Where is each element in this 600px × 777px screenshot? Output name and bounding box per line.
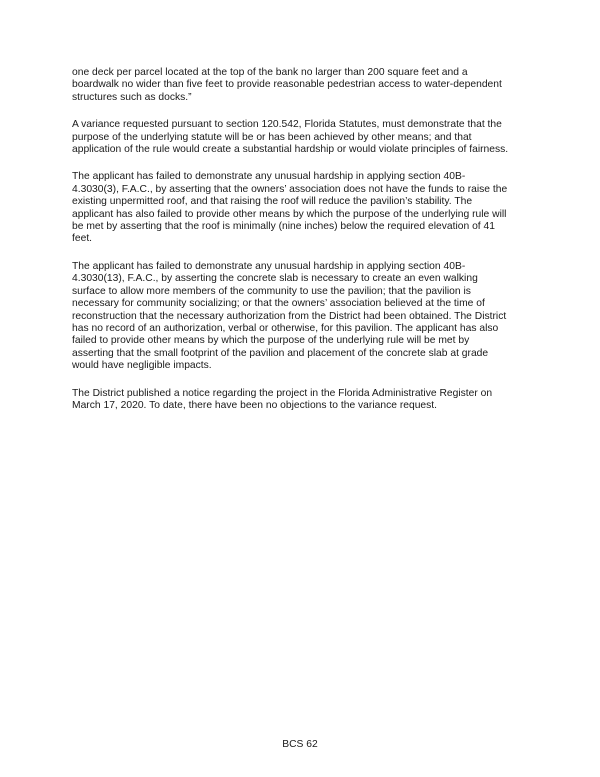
paragraph-roof-hardship: The applicant has failed to demonstrate any unusual hardship in applying section 40B- 4.3030(3), F.A.C., by asserting that the owners’ association does not have the funds to raise the existing unpermitted roof, and that raising the roof will reduce the pavilion’s stability. The applicant has also failed to provide other means by which the purpose of the underlying rule will be met by asserting that the roof is minimally (nine inches) below the required elevation of 41 feet. — [72, 171, 508, 245]
paragraph-deck-boardwalk: one deck per parcel located at the top of the bank no larger than 200 square feet and a boardwalk no wider than five feet to provide reasonable pedestrian access to water-dependent structures such as docks.” — [72, 67, 502, 103]
document-body — [72, 67, 534, 427]
paragraph-variance-standard: A variance requested pursuant to section 120.542, Florida Statutes, must demonstrate that the purpose of the underlying statute will be or has been achieved by other means; and that application of the rule would create a substantial hardship or would violate principles of fairness. — [72, 119, 509, 156]
paragraph-slab-hardship: The applicant has failed to demonstrate any unusual hardship in applying section 40B- 4.3030(13), F.A.C., by asserting the concrete slab is necessary to create an even walking surface to allow more members of the community to use the pavilion; that the pavilion is necessary for community socializing; or that the owners’ association believed at the time of reconstruction that the necessary authorization from the District had been obtained. The District has no record of an authorization, verbal or otherwise, for this pavilion. The applicant has also failed to provide other means by which the purpose of the underlying rule will be met by asserting that the small footprint of the pavilion and placement of the concrete slab at grade would have negligible impacts. — [72, 260, 507, 372]
paragraph-public-notice: The District published a notice regarding the project in the Florida Administrative Register on March 17, 2020. To date, there have been no objections to the variance request. — [72, 387, 493, 411]
page-footer: BCS 62 — [282, 739, 318, 750]
